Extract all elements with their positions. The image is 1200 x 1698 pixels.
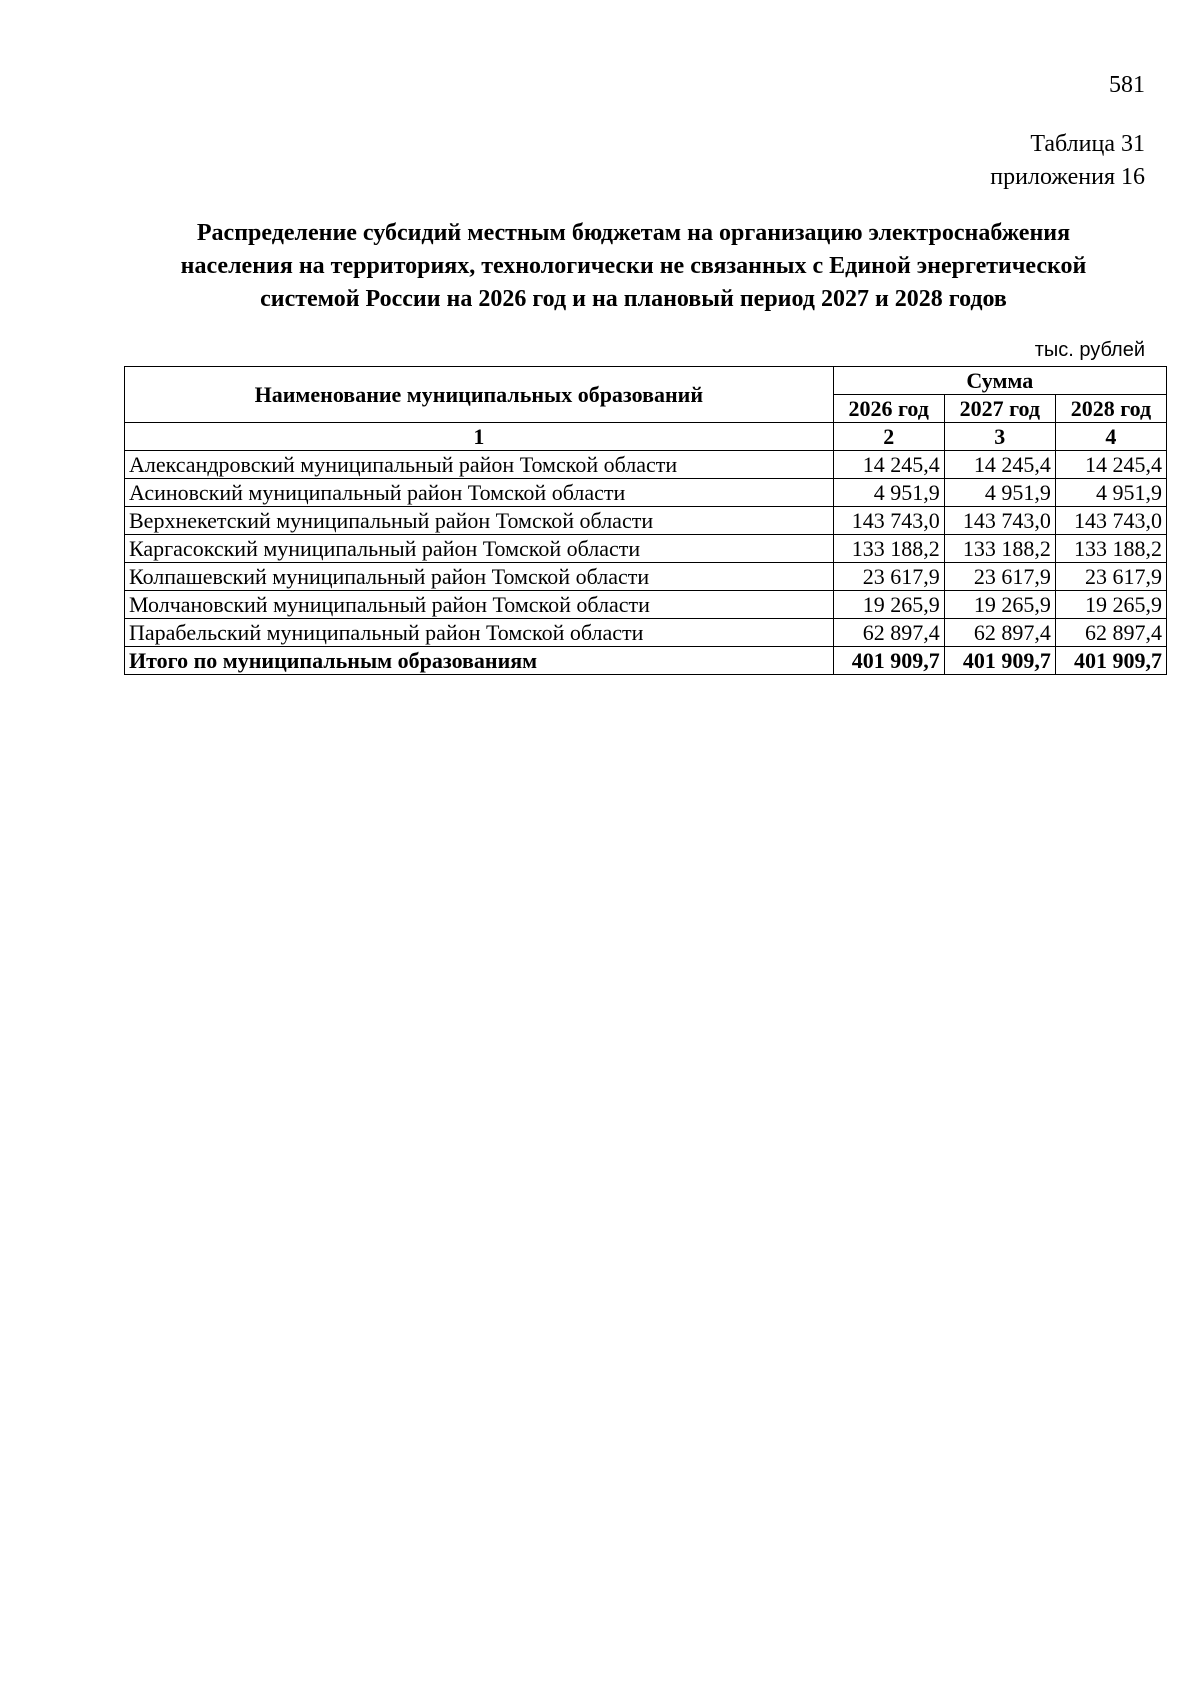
row-value-2026: 23 617,9 bbox=[833, 563, 944, 591]
row-value-2028: 4 951,9 bbox=[1055, 479, 1166, 507]
table-row bbox=[125, 563, 1167, 591]
table-row bbox=[125, 479, 1167, 507]
column-number-1: 1 bbox=[125, 423, 834, 451]
subsidies-table bbox=[124, 366, 1167, 675]
row-value-2028: 133 188,2 bbox=[1055, 535, 1166, 563]
column-number-3: 3 bbox=[944, 423, 1055, 451]
row-name: Молчановский муниципальный район Томской области bbox=[125, 591, 834, 619]
total-label: Итого по муниципальным образованиям bbox=[125, 647, 834, 675]
header-sum-group: Сумма bbox=[833, 367, 1166, 395]
table-row bbox=[125, 507, 1167, 535]
row-value-2027: 14 245,4 bbox=[944, 451, 1055, 479]
table-row bbox=[125, 591, 1167, 619]
row-value-2028: 23 617,9 bbox=[1055, 563, 1166, 591]
header-name-column: Наименование муниципальных образований bbox=[125, 367, 834, 423]
table-caption bbox=[990, 128, 1145, 194]
table-caption-appendix: приложения 16 bbox=[990, 164, 1145, 190]
row-name: Колпашевский муниципальный район Томской области bbox=[125, 563, 834, 591]
table-row bbox=[125, 535, 1167, 563]
row-value-2027: 62 897,4 bbox=[944, 619, 1055, 647]
row-value-2027: 19 265,9 bbox=[944, 591, 1055, 619]
total-value-2026: 401 909,7 bbox=[833, 647, 944, 675]
header-row-numbers bbox=[125, 423, 1167, 451]
document-title-line-2: населения на территориях, технологически не связанных с Единой энергетической bbox=[180, 253, 1087, 279]
header-year-2027: 2027 год bbox=[944, 395, 1055, 423]
header-year-2026: 2026 год bbox=[833, 395, 944, 423]
total-row bbox=[125, 647, 1167, 675]
row-name: Парабельский муниципальный район Томской области bbox=[125, 619, 834, 647]
row-value-2028: 143 743,0 bbox=[1055, 507, 1166, 535]
units-label: тыс. рублей bbox=[1034, 339, 1145, 361]
header-row-top bbox=[125, 367, 1167, 395]
column-number-2: 2 bbox=[833, 423, 944, 451]
row-value-2027: 4 951,9 bbox=[944, 479, 1055, 507]
row-value-2026: 19 265,9 bbox=[833, 591, 944, 619]
row-value-2027: 133 188,2 bbox=[944, 535, 1055, 563]
total-value-2028: 401 909,7 bbox=[1055, 647, 1166, 675]
row-value-2026: 14 245,4 bbox=[833, 451, 944, 479]
row-value-2028: 19 265,9 bbox=[1055, 591, 1166, 619]
table-row bbox=[125, 451, 1167, 479]
table-row bbox=[125, 619, 1167, 647]
row-value-2027: 143 743,0 bbox=[944, 507, 1055, 535]
row-value-2028: 14 245,4 bbox=[1055, 451, 1166, 479]
column-number-4: 4 bbox=[1055, 423, 1166, 451]
row-value-2028: 62 897,4 bbox=[1055, 619, 1166, 647]
total-value-2027: 401 909,7 bbox=[944, 647, 1055, 675]
document-title-line-3: системой России на 2026 год и на плановый период 2027 и 2028 годов bbox=[260, 286, 1007, 312]
row-value-2026: 133 188,2 bbox=[833, 535, 944, 563]
row-value-2027: 23 617,9 bbox=[944, 563, 1055, 591]
row-name: Каргасокский муниципальный район Томской области bbox=[125, 535, 834, 563]
page-number: 581 bbox=[1109, 72, 1145, 98]
row-value-2026: 62 897,4 bbox=[833, 619, 944, 647]
header-year-2028: 2028 год bbox=[1055, 395, 1166, 423]
row-name: Верхнекетский муниципальный район Томской области bbox=[125, 507, 834, 535]
document-title-line-1: Распределение субсидий местным бюджетам на организацию электроснабжения bbox=[196, 220, 1071, 246]
table-caption-number: Таблица 31 bbox=[1030, 131, 1145, 157]
document-title bbox=[110, 217, 1157, 316]
row-value-2026: 4 951,9 bbox=[833, 479, 944, 507]
row-value-2026: 143 743,0 bbox=[833, 507, 944, 535]
row-name: Асиновский муниципальный район Томской области bbox=[125, 479, 834, 507]
row-name: Александровский муниципальный район Томской области bbox=[125, 451, 834, 479]
